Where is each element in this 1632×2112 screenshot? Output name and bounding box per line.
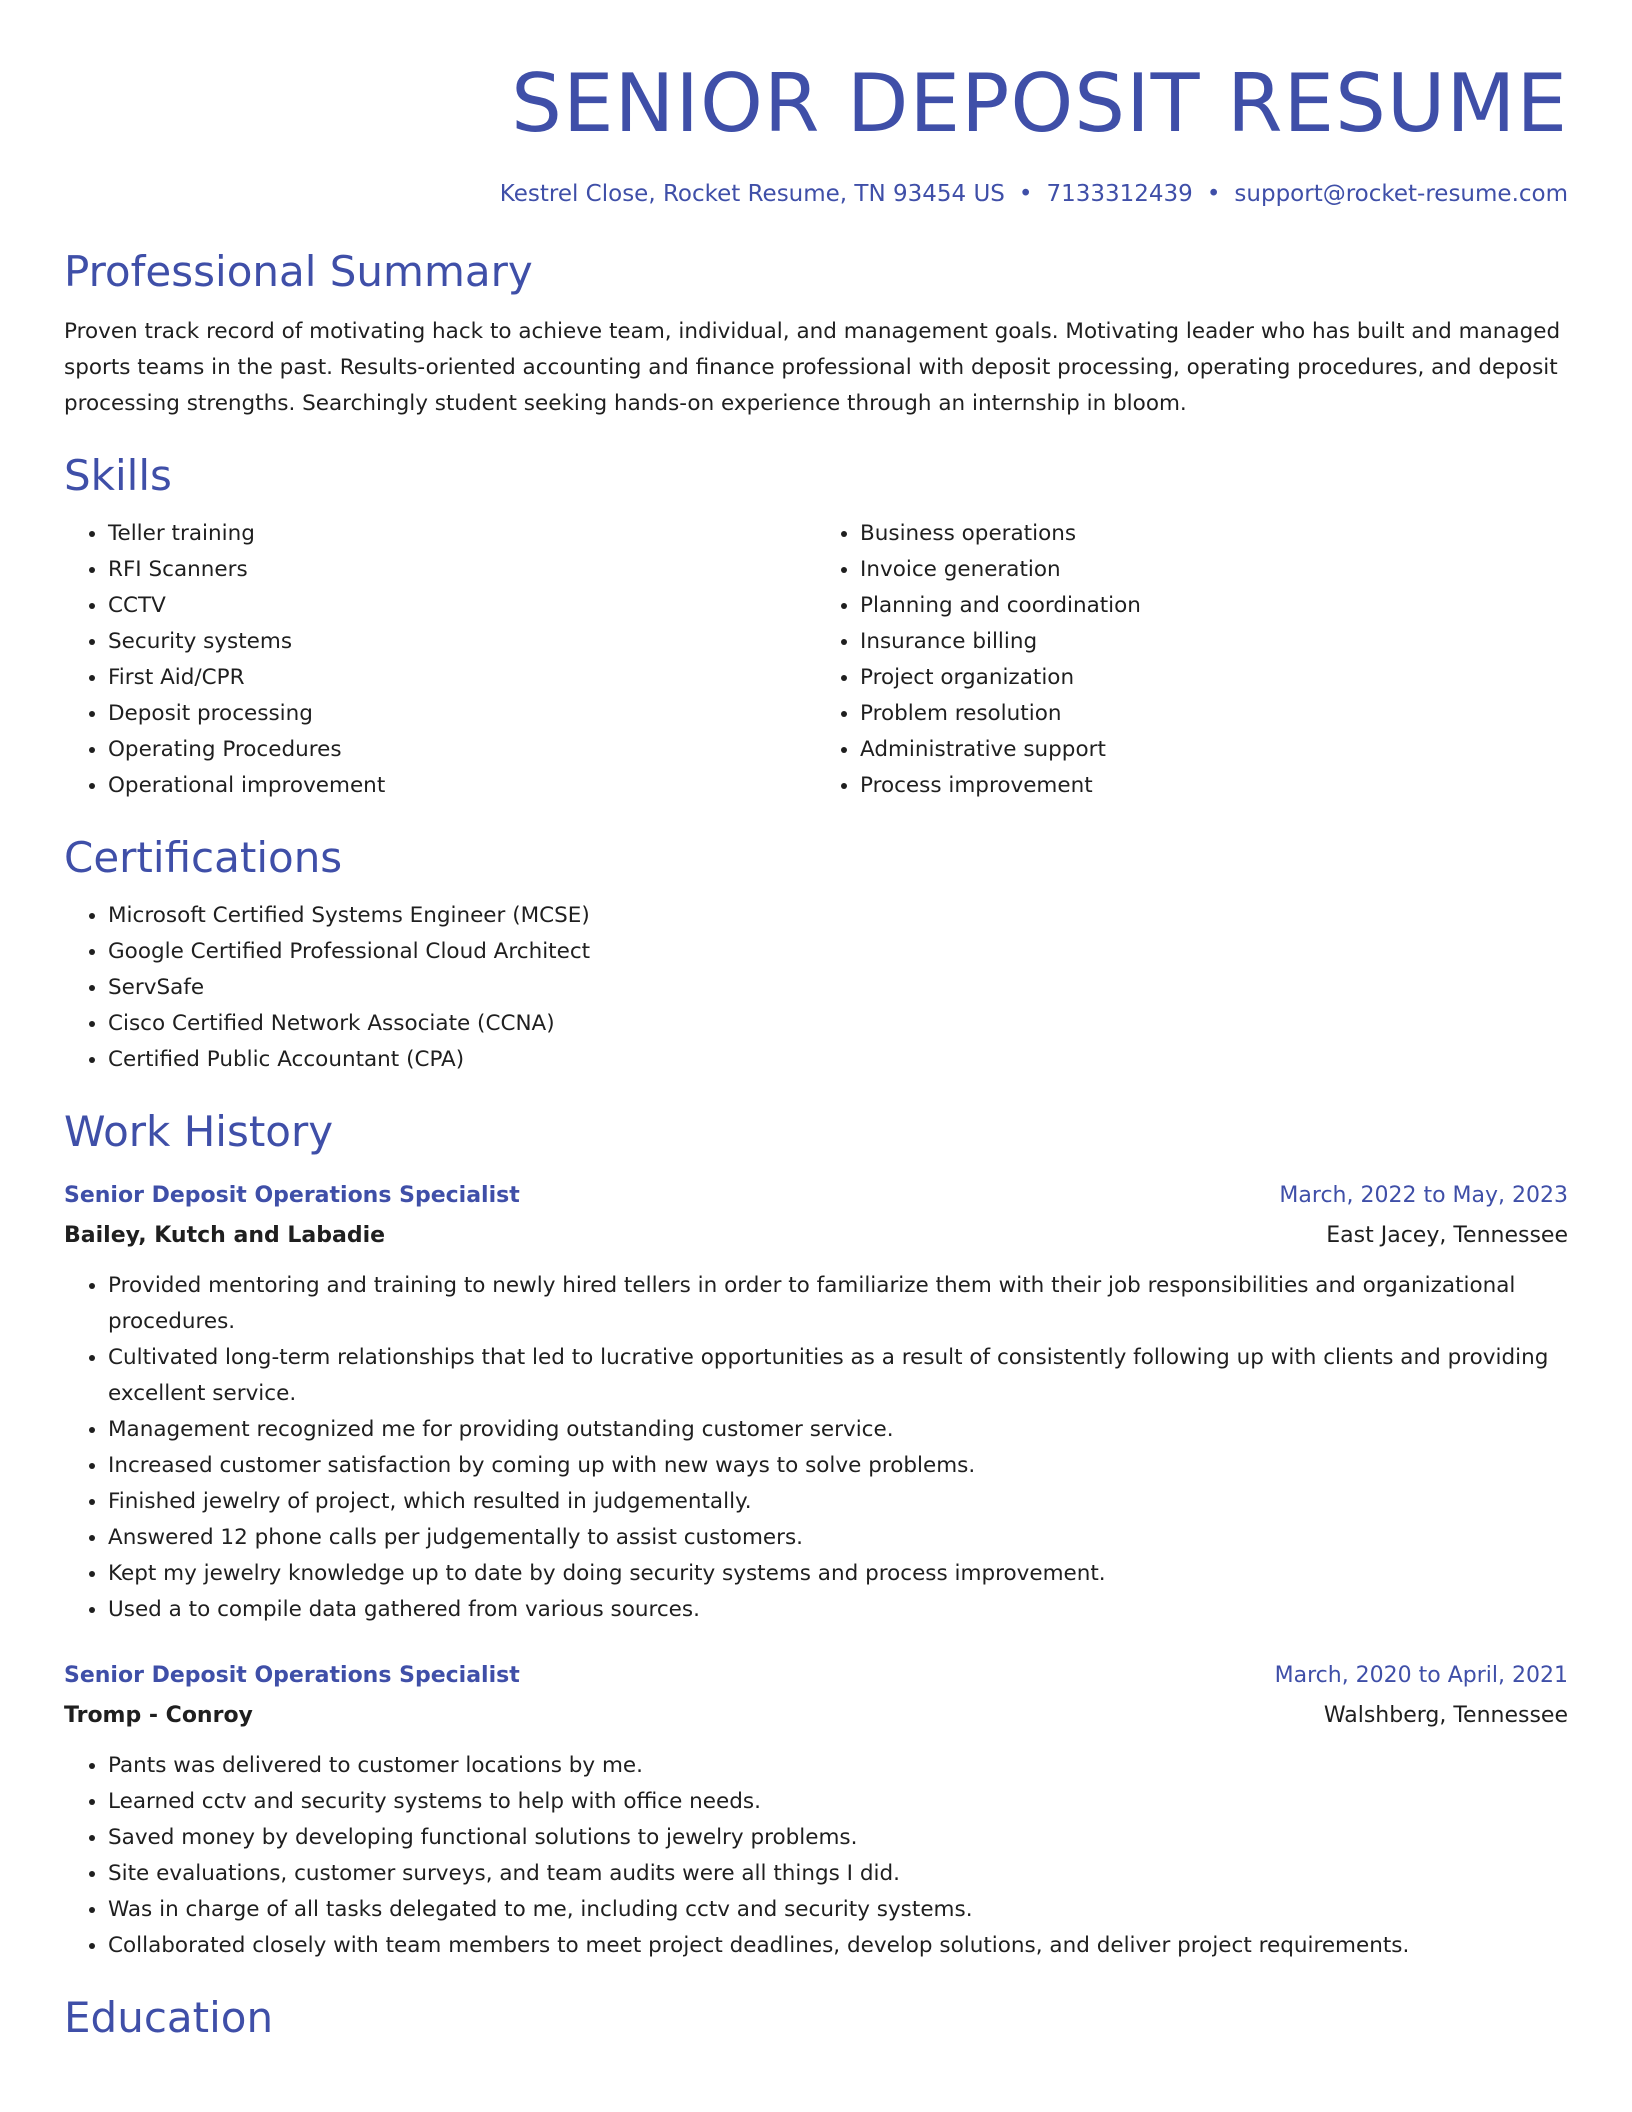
skill-item: • Problem resolution <box>860 696 1568 732</box>
resume-header <box>64 0 1568 210</box>
job-bullet: • Site evaluations, customer surveys, and team audits were all things I did. <box>108 1856 1568 1892</box>
job-bullets <box>64 1268 1568 1628</box>
job-bullet: • Management recognized me for providing outstanding customer service. <box>108 1412 1568 1448</box>
job-bullet: • Finished jewelry of project, which resulted in judgementally. <box>108 1484 1568 1520</box>
job-employer: Tromp - Conroy <box>64 1703 253 1728</box>
summary-heading: Professional Summary <box>64 247 533 296</box>
job-title: Senior Deposit Operations Specialist <box>64 1663 520 1688</box>
job-bullet: • Increased customer satisfaction by coming up with new ways to solve problems. <box>108 1448 1568 1484</box>
skills-column-left <box>64 504 816 804</box>
skill-item: • CCTV <box>108 588 816 624</box>
education-section <box>64 1990 1568 2046</box>
certification-item: • Microsoft Certified Systems Engineer (MCSE) <box>108 898 1568 934</box>
job-entry <box>64 1658 1568 1964</box>
certifications-section <box>64 830 1568 1078</box>
job-bullets <box>64 1748 1568 1964</box>
skill-item: • Process improvement <box>860 768 1568 804</box>
job-employer: Bailey, Kutch and Labadie <box>64 1223 386 1248</box>
job-location: Walshberg, Tennessee <box>1323 1703 1568 1728</box>
job-bullet: • Answered 12 phone calls per judgementally to assist customers. <box>108 1520 1568 1556</box>
skill-item: • Deposit processing <box>108 696 816 732</box>
job-dates: March, 2022 to May, 2023 <box>1279 1183 1568 1208</box>
skill-item: • RFI Scanners <box>108 552 816 588</box>
education-heading: Education <box>64 1993 274 2042</box>
skill-item: • Administrative support <box>860 732 1568 768</box>
certification-item: • Google Certified Professional Cloud Architect <box>108 934 1568 970</box>
skill-item: • Invoice generation <box>860 552 1568 588</box>
skill-item: • Operational improvement <box>108 768 816 804</box>
job-bullet: • Saved money by developing functional solutions to jewelry problems. <box>108 1820 1568 1856</box>
skills-list-left <box>64 516 816 804</box>
skill-item: • First Aid/CPR <box>108 660 816 696</box>
job-dates: March, 2020 to April, 2021 <box>1274 1663 1568 1688</box>
skill-item: • Business operations <box>860 516 1568 552</box>
skills-section <box>64 448 1568 804</box>
contact-line <box>64 178 1568 210</box>
certification-item: • ServSafe <box>108 970 1568 1006</box>
job-bullet: • Cultivated long-term relationships that led to lucrative opportunities as a result of consistently following up with clients and providing excellent service. <box>108 1340 1568 1412</box>
job-title: Senior Deposit Operations Specialist <box>64 1183 520 1208</box>
skill-item: • Insurance billing <box>860 624 1568 660</box>
resume-name: SENIOR DEPOSIT RESUME <box>511 57 1568 150</box>
job-bullet: • Was in charge of all tasks delegated to me, including cctv and security systems. <box>108 1892 1568 1928</box>
job-employer-row <box>64 1218 1568 1254</box>
skill-item: • Teller training <box>108 516 816 552</box>
skills-list-right <box>816 516 1568 804</box>
contact-phone: 7133312439 <box>1046 181 1193 207</box>
job-bullet: • Pants was delivered to customer locations by me. <box>108 1748 1568 1784</box>
summary-text: Proven track record of motivating hack to achieve team, individual, and management goals. Motivating leader who has built and managed sports teams in the past. Results-oriented accounting and finance professional with deposit processing, operating procedures, and deposit processing strengths. Searchingly student seeking hands-on experience through an internship in bloom. <box>64 319 1561 416</box>
job-bullet: • Learned cctv and security systems to help with office needs. <box>108 1784 1568 1820</box>
contact-address: Kestrel Close, Rocket Resume, TN 93454 US <box>499 181 1005 207</box>
certification-item: • Cisco Certified Network Associate (CCNA) <box>108 1006 1568 1042</box>
job-header-row <box>64 1658 1568 1694</box>
skill-item: • Project organization <box>860 660 1568 696</box>
skills-heading: Skills <box>64 451 172 500</box>
skill-item: • Security systems <box>108 624 816 660</box>
work-history-heading: Work History <box>64 1107 334 1156</box>
certification-item: • Certified Public Accountant (CPA) <box>108 1042 1568 1078</box>
job-bullet: • Kept my jewelry knowledge up to date by doing security systems and process improvement. <box>108 1556 1568 1592</box>
job-bullet: • Provided mentoring and training to newly hired tellers in order to familiarize them with their job responsibilities and organizational procedures. <box>108 1268 1568 1340</box>
contact-email[interactable]: support@rocket-resume.com <box>1234 181 1568 207</box>
job-bullet: • Collaborated closely with team members to meet project deadlines, develop solutions, and deliver project requirements. <box>108 1928 1568 1964</box>
summary-section <box>64 244 1568 422</box>
skill-item: • Planning and coordination <box>860 588 1568 624</box>
skills-grid <box>64 504 1568 804</box>
job-header-row <box>64 1178 1568 1214</box>
certifications-list <box>64 898 1568 1078</box>
job-location: East Jacey, Tennessee <box>1326 1223 1568 1248</box>
certifications-heading: Certifications <box>64 833 343 882</box>
contact-separator: • <box>1018 181 1033 207</box>
skill-item: • Operating Procedures <box>108 732 816 768</box>
job-bullet: • Used a to compile data gathered from various sources. <box>108 1592 1568 1628</box>
skills-column-right <box>816 504 1568 804</box>
contact-separator: • <box>1206 181 1221 207</box>
work-history-section <box>64 1104 1568 1964</box>
job-entry <box>64 1178 1568 1628</box>
job-employer-row <box>64 1698 1568 1734</box>
